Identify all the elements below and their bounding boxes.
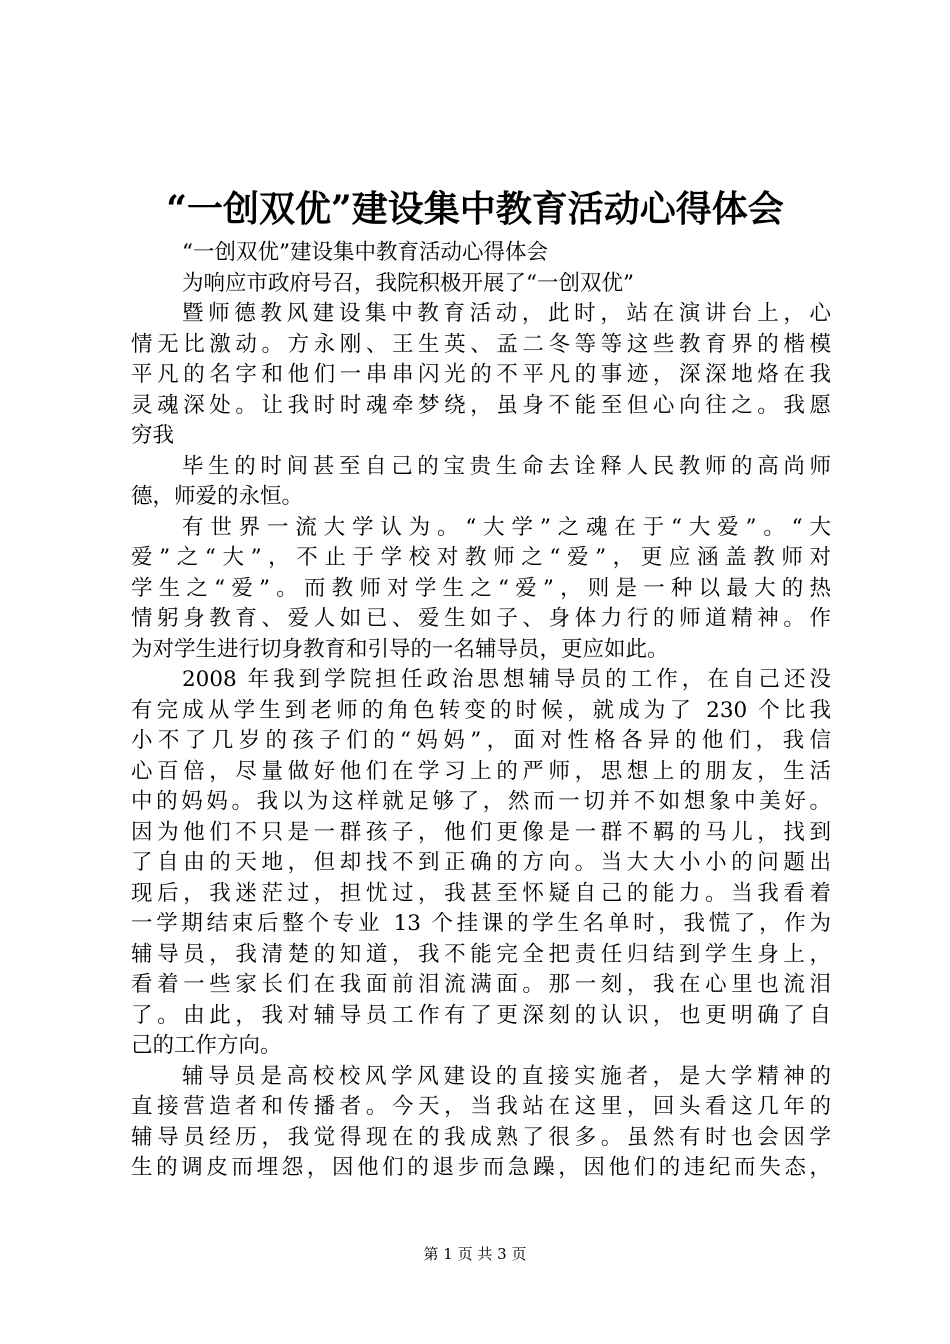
body-line: 小不了几岁的孩子们的“妈妈”，面对性格各异的他们，我信	[131, 728, 831, 753]
body-line: 心百倍，尽量做好他们在学习上的严师，思想上的朋友，生活	[131, 758, 831, 784]
body-line: 穷我	[131, 423, 175, 448]
body-line: 学生之“爱”。而教师对学生之“爱”，则是一种以最大的热	[131, 575, 831, 601]
body-line: 情无比激动。方永刚、王生英、孟二冬等等这些教育界的楷模	[131, 331, 831, 357]
body-line: 有世界一流大学认为。“大学”之魂在于“大爱”。“大	[182, 514, 831, 540]
body-line: 平凡的名字和他们一串串闪光的不平凡的事迹，深深地烙在我	[131, 362, 831, 387]
body-line: 爱”之“大”，不止于学校对教师之“爱”，更应涵盖教师对	[131, 545, 831, 570]
document-body	[131, 238, 831, 1184]
body-line: 为响应市政府号召，我院积极开展了“一创双优”	[182, 270, 634, 296]
body-line: 现后，我迷茫过，担忧过，我甚至怀疑自己的能力。当我看着	[131, 880, 831, 906]
body-line: 情躬身教育、爱人如已、爱生如子、身体力行的师道精神。作	[131, 606, 831, 631]
body-line: 2008 年我到学院担任政治思想辅导员的工作，在自己还没	[182, 667, 831, 692]
body-line: 辅导员经历，我觉得现在的我成熟了很多。虽然有时也会因学	[131, 1124, 831, 1150]
body-line: “一创双优”建设集中教育活动心得体会	[182, 240, 548, 265]
document-title: “一创双优”建设集中教育活动心得体会	[166, 188, 784, 230]
page-footer: 第 1 页 共 3 页	[423, 1245, 527, 1263]
body-line: 了。由此，我对辅导员工作有了更深刻的认识，也更明确了自	[131, 1002, 831, 1028]
body-line: 因为他们不只是一群孩子，他们更像是一群不羁的马儿，找到	[131, 819, 831, 845]
body-line: 有完成从学生到老师的角色转变的时候，就成为了 230 个比我	[131, 697, 831, 723]
body-line: 看着一些家长们在我面前泪流满面。那一刻，我在心里也流泪	[131, 972, 831, 997]
body-line: 为对学生进行切身教育和引导的一名辅导员，更应如此。	[131, 636, 669, 662]
body-line: 德，师爱的永恒。	[131, 484, 304, 509]
body-line: 辅导员是高校校风学风建设的直接实施者，是大学精神的	[182, 1063, 831, 1089]
body-line: 灵魂深处。让我时时魂牵梦绕，虽身不能至但心向往之。我愿	[131, 392, 831, 418]
body-line: 生的调皮而埋怨，因他们的退步而急躁，因他们的违纪而失态，	[131, 1155, 831, 1180]
body-line: 直接营造者和传播者。今天，当我站在这里，回头看这几年的	[131, 1094, 831, 1119]
body-line: 毕生的时间甚至自己的宝贵生命去诠释人民教师的高尚师	[182, 453, 831, 479]
body-line: 中的妈妈。我以为这样就足够了，然而一切并不如想象中美好。	[131, 789, 831, 814]
body-line: 了自由的天地，但却找不到正确的方向。当大大小小的问题出	[131, 850, 831, 875]
body-line: 辅导员，我清楚的知道，我不能完全把责任归结到学生身上，	[131, 941, 831, 967]
body-line: 一学期结束后整个专业 13 个挂课的学生名单时，我慌了，作为	[131, 911, 831, 936]
body-line: 己的工作方向。	[131, 1033, 282, 1058]
body-line: 暨师德教风建设集中教育活动，此时，站在演讲台上，心	[182, 301, 831, 326]
